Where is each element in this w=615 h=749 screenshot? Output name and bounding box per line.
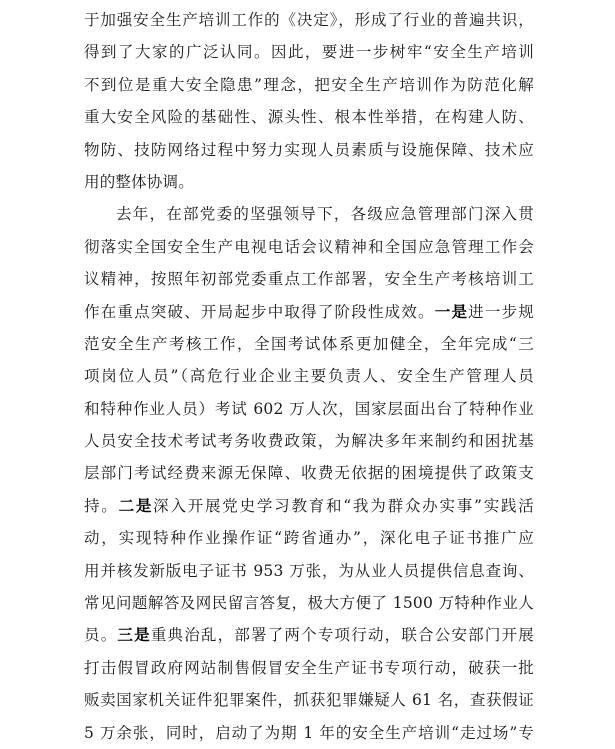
text-line — [84, 684, 534, 716]
text-line — [84, 425, 534, 457]
text-run: 贩卖国家机关证件犯罪案件，抓获犯罪嫌疑人 61 名，查获假证 — [84, 691, 534, 710]
text-line — [84, 360, 534, 392]
text-run: 项岗位人员”（高危行业企业主要负责人、安全生产管理人员 — [84, 367, 534, 386]
text-line — [84, 296, 534, 328]
text-line — [84, 457, 534, 489]
text-line — [84, 522, 534, 554]
text-run: 物防、技防网络过程中努力实现人员素质与设施保障、技术应 — [84, 140, 534, 159]
text-run: 持。 — [84, 496, 119, 515]
emphasis-heading: 二是 — [118, 496, 154, 515]
text-line — [84, 328, 534, 360]
text-run: 层部门考试经费来源无保障、收费无依据的困境提供了政策支 — [84, 464, 534, 483]
text-run: 范安全生产考核工作，全国考试体系更加健全，全年完成“三 — [84, 334, 534, 353]
text-run: 用的整体协调。 — [84, 172, 194, 191]
text-run: 重典治乱，部署了两个专项行动，联合公安部门开展 — [150, 626, 534, 645]
text-run: 进一步规 — [468, 302, 534, 321]
text-line — [84, 134, 534, 166]
text-run: 员。 — [84, 626, 118, 645]
emphasis-heading: 一是 — [434, 302, 469, 321]
document-body-text — [84, 4, 534, 749]
emphasis-heading: 三是 — [117, 626, 151, 645]
text-run: 得到了大家的广泛认同。因此，要进一步树牢“安全生产培训 — [84, 43, 534, 62]
text-line — [84, 231, 534, 263]
text-line — [84, 393, 534, 425]
text-run: 于加强安全生产培训工作的《决定》，形成了行业的普遍共识， — [84, 11, 534, 29]
text-run: 打击假冒政府网站制售假冒安全生产证书专项行动，破获一批 — [84, 658, 534, 677]
text-run: 作在重点突破、开局起步中取得了阶段性成效。 — [84, 302, 435, 321]
text-run: 和特种作业人员）考试 602 万人次，国家层面出台了特种作业 — [84, 399, 534, 418]
text-run: 深入开展党史学习教育和“我为群众办实事”实践活 — [153, 496, 534, 515]
text-run: 议精神，按照年初部党委重点工作部署，安全生产考核培训工 — [84, 270, 534, 289]
text-run: 动，实现特种作业操作证“跨省通办”，深化电子证书推广应 — [84, 529, 534, 548]
text-run: 常见问题解答及网民留言答复，极大方便了 1500 万特种作业人 — [84, 594, 534, 613]
text-line — [84, 69, 534, 101]
text-line — [84, 717, 534, 749]
text-run: 去年，在部党委的坚强领导下，各级应急管理部门深入贯 — [116, 205, 534, 224]
text-line — [84, 587, 534, 619]
text-run: 不到位是重大安全隐患”理念，把安全生产培训作为防范化解 — [84, 75, 534, 94]
text-line — [84, 36, 534, 68]
text-run: 5 万余张，同时，启动了为期 1 年的安全生产培训“走过场”专 — [84, 723, 534, 742]
text-line — [84, 619, 534, 651]
text-run: 彻落实全国安全生产电视电话会议精神和全国应急管理工作会 — [84, 237, 534, 256]
text-line — [84, 490, 534, 522]
text-run: 重大安全风险的基础性、源头性、根本性举措，在构建人防、 — [84, 108, 534, 127]
text-line — [84, 555, 534, 587]
text-line — [84, 652, 534, 684]
text-run: 人员安全技术考试考务收费政策，为解决多年来制约和困扰基 — [84, 432, 534, 451]
text-line — [84, 198, 534, 230]
text-line — [84, 166, 534, 198]
text-line — [84, 263, 534, 295]
text-line — [84, 101, 534, 133]
text-line — [84, 4, 534, 36]
text-run: 用并核发新版电子证书 953 万张，为从业人员提供信息查询、 — [84, 561, 534, 580]
